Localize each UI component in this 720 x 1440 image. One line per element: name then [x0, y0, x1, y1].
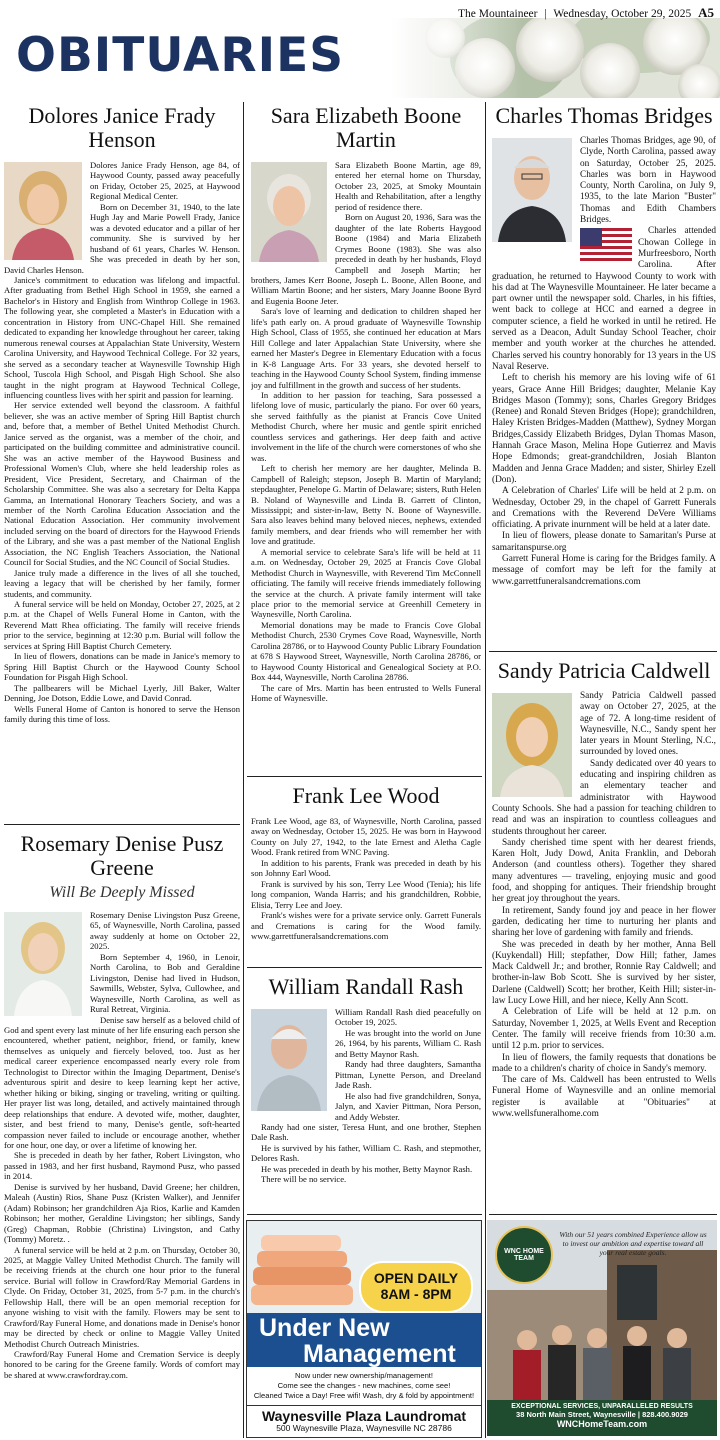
hours-badge	[359, 1261, 473, 1313]
obituary-name: Sandy Patricia Caldwell	[497, 658, 711, 683]
obituary-bridges	[492, 100, 716, 648]
hours-badge-line1: OPEN DAILY	[373, 1270, 459, 1286]
realty-logo-text: WNC HOME TEAM	[504, 1248, 544, 1262]
obituary-name: Charles Thomas Bridges	[495, 103, 713, 128]
obituary-caldwell	[492, 655, 716, 1211]
laundromat-ad[interactable]	[246, 1220, 482, 1438]
obituary-body	[492, 136, 716, 588]
obituary-body	[492, 691, 716, 1120]
obituary-paragraph: Charles Thomas Bridges, age 90, of Clyde, North Carolina, passed away on Saturday, October 25, 2025. Charles was born in Haywood County, North Carolina, on July 9, 1935, to the late Marion "Buster" Thomas and Edith Chambers Bridges.	[580, 136, 716, 226]
obituary-name: Dolores Janice Frady Henson	[28, 103, 216, 152]
obituary-paragraph: Randy had one sister, Teresa Hunt, and one brother, Stephen Dale Rash.	[251, 1121, 481, 1143]
obituary-body	[251, 160, 481, 704]
obituary-paragraph: Garrett Funeral Home is caring for the Bridges family. A message of comfort may be left for the family at www.garrettfuneralsandcremations.com	[492, 553, 716, 587]
obituary-paragraph: Her service extended well beyond the classroom. A faithful believer, she was an active member of Spring Hill Baptist church and, before that, a member of Bethel United Methodist Church. Janice served as the organist, was a member of the choir, and participated on the building committee and administrative council. She was an active member of the Haywood Business and Professional Women's Club, where she held leadership roles as President, Vice President, Secretary, and Chairman of the Scholarship Committee. She was also a secretary for Delta Kappa Gamma, an International Honorary Teachers Society, and was a member of the North Carolina Education Association and the National Education Association. Her community involvement included serving on the board of directors for the Haywood Friends of the Library, and she was a past member of the National English Association, the NC English Teachers Association, the National Council for Social Studies, and the NC Council of Social Studies.	[4, 400, 240, 568]
obituary-body	[4, 910, 240, 1380]
obituary-paragraph: Sandy Patricia Caldwell passed away on October 27, 2025, at the age of 72. A long-time resident of Waynesville, N.C., Sandy spent her later years in Mount Sterling, N.C., surrounded by loved ones.	[580, 691, 716, 758]
headline-line2: Management	[303, 1340, 456, 1368]
realty-website-link[interactable]: WNCHomeTeam.com	[556, 1419, 648, 1429]
obituary-tagline: Will Be Deeply Missed	[49, 884, 195, 901]
section-divider	[4, 824, 240, 825]
obituary-paragraph: The care of Ms. Caldwell has been entrusted to Wells Funeral Home of Waynesville and an online memorial register is available at "Obituaries" at www.wellsfuneralhome.com	[492, 1075, 716, 1119]
obituary-paragraph: Memorial donations may be made to Francis Cove Global Methodist Church, 2530 Crymes Cove Road, Waynesville, North Carolina 28786, or to Haywood County Public Library Foundation at 678 S Haywood Street, Waynesville, North Carolina 28786, or to Haywood County Historical and Genealogical Society at P.O. Box 444, Waynesville, North Carolina 28786.	[251, 619, 481, 683]
ad-line: Come see the changes - new machines, come see!	[277, 1381, 451, 1390]
obituary-paragraph: A Celebration of Charles' Life will be held at 2 p.m. on Wednesday, October 29, in the chapel of Garrett Funerals and Cremations with the Reverend DeVere Williams officiating. A private inurnment will be held at a later date.	[492, 486, 716, 531]
business-name: Waynesville Plaza Laundromat	[247, 1405, 481, 1424]
realty-footer	[487, 1400, 717, 1436]
obituary-paragraph: Dolores Janice Frady Henson, age 84, of Haywood County, passed away peacefully on Friday, October 25, 2025, at Haywood Regional Medical Center.	[90, 160, 240, 202]
realty-logo	[495, 1226, 553, 1284]
obituary-paragraph: Frank's wishes were for a private service only. Garrett Funerals and Cremations is caring for the Wood family. www.garrettfuneralsandcremations.com	[251, 910, 481, 941]
column-divider	[485, 102, 486, 1438]
portrait-photo	[4, 162, 82, 260]
section-divider	[247, 967, 482, 968]
obituary-paragraph: William Randall Rash died peacefully on October 19, 2025.	[335, 1007, 481, 1028]
portrait-photo	[251, 162, 327, 262]
portrait-photo	[4, 912, 82, 1016]
obituary-henson	[4, 100, 240, 822]
folio-separator: |	[544, 8, 547, 20]
obituary-paragraph: Crawford/Ray Funeral Home and Cremation Service is deeply honored to be caring for the Greene family. Words of comfort may be shared at www.crawfordray.com.	[4, 1349, 240, 1380]
obituary-name: Frank Lee Wood	[292, 783, 440, 808]
paper-name: The Mountaineer	[457, 8, 538, 20]
obituary-paragraph: In addition to her passion for teaching, Sara possessed a lifelong love of music, particularly the piano. For over 60 years, she served faithfully as the pianist at Francis Cove United Methodist Church, where her music and gentle spirit enriched countless services and gatherings. Her deep faith and active involvement in the life of the church were cornerstones of who she was.	[251, 389, 481, 463]
headline-banner	[247, 1313, 481, 1367]
section-divider	[247, 1214, 482, 1215]
obituary-paragraph: In addition to his parents, Frank was preceded in death by his son Johnny Earl Wood.	[251, 857, 481, 879]
obituary-paragraph: In retirement, Sandy found joy and peace in her flower garden, dedicating her time to nurturing her plants and sharing her love of gardening with family and friends.	[492, 905, 716, 939]
obituary-paragraph: Born on August 20, 1936, Sara was the daughter of the late Roberts Haygood Boone (1984) and Maria Elizabeth Crymes Boone (1983). She was also preceded in death by her husbands, Floyd Campbell and Joseph Martin; her brothers, James Kerr Boone, Joseph L. Boone, Allen Boone, and William Martin Boone; and her sisters, Mary Joanne Boone Byrd and Eugenia Boone Jeter.	[251, 212, 481, 306]
obituary-rash	[251, 971, 481, 1211]
obituary-paragraph: Randy had three daughters, Samantha Pittman, Lynette Person, and Dreeland Jade Rash.	[335, 1059, 481, 1091]
portrait-photo	[492, 138, 572, 242]
headline-line1: Under New	[259, 1314, 390, 1342]
obituary-paragraph: Janice's commitment to education was lifelong and impactful. After graduating from Bethel High School in 1959, she earned a Bachelor's in History and English from Winthrop College in 1963. The following year, she completed a Master's in Education with a concentration in History from UNC-Chapel Hill. She remained dedicated to expanding her knowledge throughout her career, taking numerous renewal courses at Appalachian State University, Western Carolina University, and Haywood Technical College. For 32 years, she served as a secondary teacher at Waynesville Township High School, Tuscola High School, and Pisgah High School. She also taught in the night program at Haywood Technical College, influencing countless lives with her spirit and passion for learning.	[4, 274, 240, 400]
realty-ad[interactable]	[487, 1220, 717, 1436]
obituary-name: Sara Elizabeth Boone Martin	[270, 103, 462, 152]
portrait-photo	[492, 693, 572, 797]
obituary-paragraph: The care of Mrs. Martin has been entrusted to Wells Funeral Home of Waynesville.	[251, 682, 481, 704]
ad-line: Cleaned Twice a Day! Free wifi! Wash, dry & fold by appointment!	[253, 1391, 475, 1400]
obituary-body	[251, 816, 481, 941]
realty-tagline: With our 51 years combined Experience allow us to invest our ambition and expertise toward all your real estate goals.	[559, 1230, 707, 1257]
obituary-paragraph-text: Charles attended Chowan College in Murfreesboro, North Carolina. After graduation, he returned to Haywood County to work with his dad at The Waynesville Mountaineer. He later became a part owner until the newspaper sold. Charles, in his fifties, went back to college at HCC and earned a degree in computer science, a field he worked in until he retired. He served as a Deacon, Adult Sunday School Teacher, choir member and youth worker at the churches he attended. Charles served his country honorably for 13 years in the US Naval Reserve.	[492, 226, 716, 372]
hours-badge-line2: 8AM - 8PM	[380, 1286, 452, 1302]
obituary-greene	[4, 828, 240, 1438]
section-title: OBITUARIES	[16, 28, 345, 83]
obituary-paragraph: The pallbearers will be Michael Lyerly, Jill Baker, Walter Denning, Joe Dotson, Eddie Lowe, and David Conrad.	[4, 682, 240, 704]
obituary-paragraph: Sara's love of learning and dedication to children shaped her life's path early on. A proud graduate of Waynesville Township High School, Class of 1955, she continued her education at Mars Hill College and later Appalachian State University, where she earned her Master's Degree in Elementary Education with a focus in K-8 Language Arts. For 33 years, she devoted herself to teaching in the Haywood County School System, finding immense joy and fulfillment in the growth and success of her students.	[251, 306, 481, 390]
obituary-paragraph: There will be no service.	[261, 1174, 347, 1185]
obituary-paragraph: Born on December 31, 1940, to the late Hugh Jay and Marie Powell Frady, Janice was a devoted educator and a pillar of her community. She is survived by her husband of 61 years, Charles W. Henson. She was preceded in death by her son, David Charles Henson.	[4, 201, 240, 275]
obituary-paragraph: He is survived by his father, William C. Rash, and stepmother, Delores Rash.	[251, 1142, 481, 1164]
ad-line: Now under new ownership/management!	[294, 1371, 434, 1380]
obituary-name: William Randall Rash	[268, 974, 464, 999]
obituary-paragraph: A Celebration of Life will be held at 12 p.m. on Saturday, November 1, 2025, at Wells Event and Reception Center. The family will receive friends from 10:30 a.m. until 12 p.m. prior to services.	[492, 1007, 716, 1052]
obituary-paragraph: He also had five grandchildren, Sonya, Jalyn, and Xavier Pittman, Nora Person, and Addy Webster.	[335, 1090, 481, 1122]
american-flag-icon	[580, 228, 632, 262]
obituary-paragraph: Sara Elizabeth Boone Martin, age 89, entered her eternal home on Thursday, October 23, 2025, at Smoky Mountain Health and Rehabilitation, after a lengthy period of residence there.	[335, 160, 481, 212]
obituary-paragraph: A funeral service will be held at 2 p.m. on Thursday, October 30, 2025, at Maggie Valley United Methodist Church. The family will be receiving friends at the church one hour prior to the funeral service. Burial will follow in Crawford/Ray Memorial Gardens in Clyde. On Friday, October 31, 2025, from 5-7 p.m. in the church's Fellowship Hall, there will be an open memorial reception for anyone wishing to visit with the family. Flowers may be sent to Crawford/Ray Funeral Home, and donations made in Denise's honor may be directed by check or online to Maggie Valley United Methodist Church Outreach Ministries.	[4, 1244, 240, 1349]
obituary-body	[251, 1007, 481, 1185]
obituary-paragraph: Left to cherish his memory are his loving wife of 61 years, Grace Anne Hill Bridges; daughter, Melanie Kay Bridges Mason (Tommy); sons, Charles Gregory Bridges (Renee) and Ronald Steven Bridges (Hope); grandchildren, Haley Kristen Bridges-Madden (Matthew), Sydney Morgan Bridges,Cassidy Elizabeth Bridges, Dylan Thomas Mason, Hannah Grace Mason, Melina Hope Gutierrez and Mavis Hope Edmonds; great-grandchildren, Josiah Blanton Madden and Jenna Grace Madden; and sister, Shirley Ezell (Don).	[492, 373, 716, 485]
obituary-paragraph: Sandy dedicated over 40 years to educating and inspiring children as an elementary teacher and administrator with Haywood County Schools. She had a passion for teaching children to read and was an inspiration to countless colleagues and students throughout her career.	[492, 758, 716, 837]
obituary-paragraph: In lieu of flowers, the family requests that donations be made to a children's charity of choice in Sandy's memory.	[492, 1052, 716, 1074]
obituary-paragraph: A funeral service will be held on Monday, October 27, 2025, at 2 p.m. at the Chapel of Wells Funeral Home in Canton, with the Reverend Matt Rhea officiating. The family will receive friends prior to the service, beginning at 12:30 p.m. Burial will follow the services at Spring Hill Baptist Church Cemetery.	[4, 599, 240, 651]
section-divider	[247, 776, 482, 777]
folio-line	[458, 5, 714, 21]
column-divider	[243, 102, 244, 1438]
realty-address: 38 North Main Street, Waynesville | 828.400.9029	[516, 1410, 688, 1419]
business-address: 500 Waynesville Plaza, Waynesville NC 28786	[276, 1423, 452, 1433]
portrait-photo	[251, 1009, 327, 1111]
obituary-paragraph: Rosemary Denise Livingston Pusz Greene, 65, of Waynesville, North Carolina, passed away suddenly at home on October 22, 2025.	[90, 910, 240, 952]
obituary-paragraph: Sandy cherished time spent with her dearest friends, Karen Holt, Judy Dowd, Anita Franklin, and Deborah Anderson (and countless others). Together they shared many adventures — traveling, enjoying music and good food, and shopping for antiques. Their friendship brought her great joy throughout the years.	[492, 837, 716, 905]
section-divider	[489, 1214, 717, 1215]
page-number: A5	[698, 5, 714, 20]
obituary-paragraph: He was preceded in death by his mother, Betty Maynor Rash.	[261, 1163, 473, 1174]
section-divider	[489, 651, 717, 652]
obituary-paragraph: Denise is survived by her husband, David Greene; her children, Maleah (Austin) Rios, Shane Pusz (Kristen Walker), and Jennifer (Adam) Robinson; her grandchildren Aja Rios, Karlie and Kamden Robinson; her mother, Geraldine Livingston; her siblings, Sandy (Greg) Chapman, Robbie (Christina) Livingston, and Cathy (Tommy) Moretz. .	[4, 1181, 240, 1245]
obituary-paragraph	[492, 226, 716, 373]
obituary-paragraph: She is preceded in death by her father, Robert Livingston, who passed in 1983, and her first husband, Raymond Pusz, who passed in 2014.	[4, 1150, 240, 1182]
white-roses-image	[390, 18, 720, 98]
obituary-paragraph: In lieu of flowers, please donate to Samaritan's Purse at samaritanspurse.org	[492, 531, 716, 553]
obituary-paragraph: In lieu of flowers, donations can be made in Janice's memory to Spring Hill Baptist Church or the Haywood County School Foundation for Pisgah High School.	[4, 651, 240, 683]
obituary-paragraph: Frank is survived by his son, Terry Lee Wood (Tenia); his life long companion, Wanda Harris; and his grandchildren, Robbie, Elisia, Terry Lee and Joey.	[251, 878, 481, 910]
issue-date: Wednesday, October 29, 2025	[553, 8, 692, 20]
obituary-paragraph: He was brought into the world on June 26, 1964, by his parents, William C. Rash and Betty Maynor Rash.	[335, 1027, 481, 1059]
obituary-name: Rosemary Denise Pusz Greene	[20, 831, 224, 880]
obituary-paragraph: Denise saw herself as a beloved child of God and spent every last minute of her life ensuring each person she encountered, whether patient, neighbor, friend, or family, knew themselves as uniquely and fiercely beloved, too. Just as her medical career experience encompassed nearly every role from Technologist to Director within the Imaging Department, Denise's adventurous spirit and desire to keep learning kept her active, whether hiking or biking, singing or traveling, writing or quilting. Her prayer list was long, detailed, and actively maintained through deep relationships that endure. A devoted wife, mother, daughter, sister, and best friend to many, Denise's gentle, soft-hearted compassion never failed to include or encourage another, whether for one hour, one day, or over a lifetime of knowing her.	[4, 1014, 240, 1150]
obituary-paragraph: Wells Funeral Home of Canton is honored to serve the Henson family during this time of loss.	[4, 703, 240, 725]
obituary-martin	[251, 100, 481, 774]
obituary-paragraph: Frank Lee Wood, age 83, of Waynesville, North Carolina, passed away on Wednesday, October 15, 2025. He was born in Haywood County on July 27, 1942, to the late Ernest and Aletha Cagle Wood. Frank retired from WNC Paving.	[251, 816, 481, 858]
obituary-paragraph: She was preceded in death by her mother, Anna Bell (Kuykendall) Hill; stepfather, Dow Hill; father, James Mack Caldwell Jr.; and brother, Ronnie Ray Caldwell; and brother-in-law Bob Scott. She is survived by her sister, Darlene (Caldwell) Scott; her brother, Keith Hill; sister-in-law Lucy Lowe Hill, and her niece, Kelly Ann Scott.	[492, 939, 716, 1007]
obituary-body	[4, 160, 240, 724]
page-header	[0, 0, 720, 98]
obituary-paragraph: Left to cherish her memory are her daughter, Melinda B. Campbell of Raleigh; stepson, Joseph B. Martin of Maryland; stepdaughter, Penelope G. Martin of Delaware; sisters, Ruth Helen B. Noland of Waynesville and Linda B. Garrett of Clinton, Mississippi; and sister-in-law, Betty N. Boone of Waynesville. Sara also leaves behind many beloved nieces, nephews, extended family members, and dear friends who will remember her with love and gratitude.	[251, 463, 481, 547]
obituary-wood	[251, 780, 481, 964]
obituary-paragraph: Born September 4, 1960, in Lenoir, North Carolina, to Bob and Geraldine Livingston, Denise had lived in Hudson, Sawmills, Webster, Sylva, Cullowhee, and Waynesville, North Carolina, as well as Rural Retreat, Virginia.	[90, 951, 240, 1015]
obituary-paragraph: Janice truly made a difference in the lives of all she touched, leaving a legacy that will be cherished by her family, former students, and community.	[4, 567, 240, 599]
obituary-paragraph: A memorial service to celebrate Sara's life will be held at 11 a.m. on Wednesday, October 29, 2025 at Francis Cove Global Methodist Church in Waynesville, with Reverend Tim McConnell officiating. The family will receive friends immediately following the service at the church. A private family interment will take place prior to the memorial service at Greenhill Cemetery in Waynesville, North Carolina.	[251, 546, 481, 620]
realty-footer-line1: EXCEPTIONAL SERVICES, UNPARALLELED RESULTS	[511, 1403, 693, 1410]
